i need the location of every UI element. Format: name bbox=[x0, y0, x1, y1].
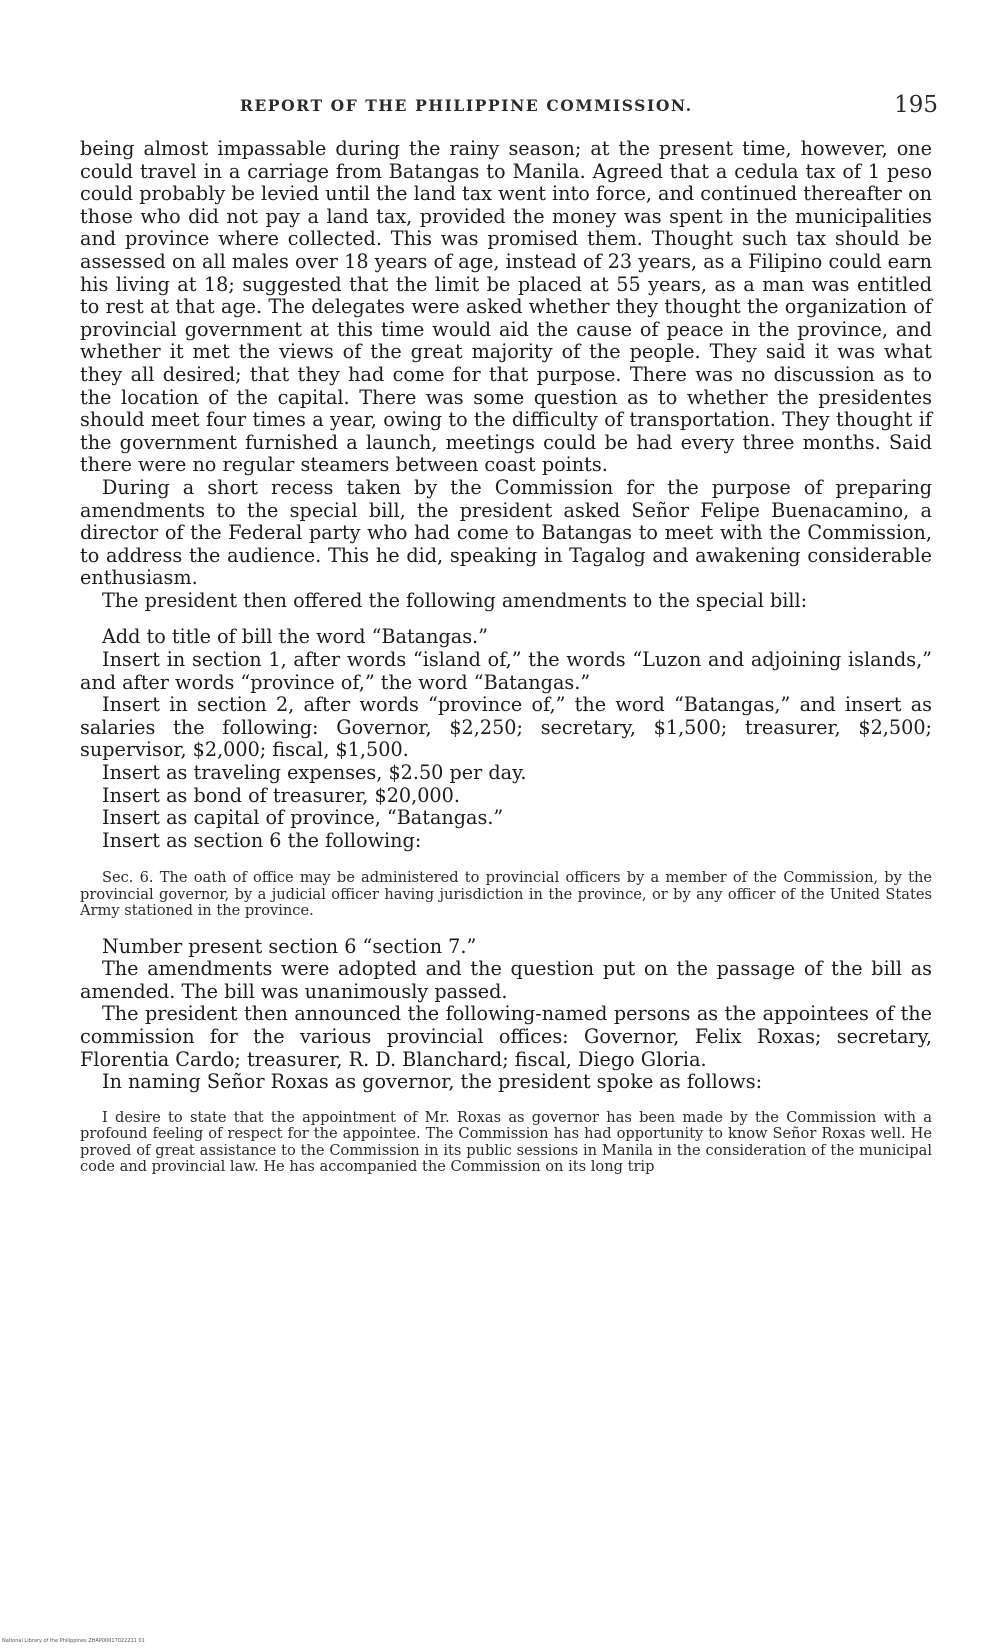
running-title: REPORT OF THE PHILIPPINE COMMISSION. bbox=[240, 96, 693, 115]
amendment-bond: Insert as bond of treasurer, $20,000. bbox=[102, 783, 460, 807]
paragraph-continued: being almost impassable during the rainy season; at the present time, however, one could travel in a carriage from Batangas to Manila. Agreed that a cedula tax of 1 peso could probably be levied until the land tax went into force, and continued thereafter on those who did not pay a land tax, provided the money was spent in the municipalities and province where collected. This was promised them. Thought such tax should be assessed on all males over 18 years of age, instead of 23 years, as a Filipino could earn his living at 18; suggested that the limit be placed at 55 years, as a man was entitled to rest at that age. The delegates were asked whether they thought the organization of provincial government at this time would aid the cause of peace in the province, and whether it met the views of the great majority of the people. They said it was what they all desired; that they had come for that purpose. There was no discussion as to the location of the capital. There was some question as to whether the presidentes should meet four times a year, owing to the difficulty of transportation. They thought if the government furnished a launch, meetings could be had every three months. Said there were no regular steamers between coast points. bbox=[80, 137, 932, 477]
amendment-section-1: Insert in section 1, after words “island of,” the words “Luzon and adjoining islands,” and after words “province of,” the word “Batangas.” bbox=[80, 648, 932, 694]
paragraph-appointees: The president then announced the following-named persons as the appointees of the commission for the various provincial offices: Governor, Felix Roxas; secretary, Florentia Cardo; treasurer, R. D. Blanchard; fiscal, Diego Gloria. bbox=[80, 1002, 932, 1071]
body-text bbox=[80, 138, 932, 1175]
amendment-traveling-expenses: Insert as traveling expenses, $2.50 per day. bbox=[102, 761, 527, 785]
paragraph-bill-passed: The amendments were adopted and the question put on the passage of the bill as amended. The bill was unanimously passed. bbox=[80, 957, 932, 1003]
amendment-section-2: Insert in section 2, after words “province of,” the word “Batangas,” and insert as salaries the following: Governor, $2,250; secretary, $1,500; treasurer, $2,500; supervisor, $2,000; fiscal, $1,500. bbox=[80, 693, 932, 762]
page-number: 195 bbox=[894, 92, 938, 118]
paragraph-recess: During a short recess taken by the Commission for the purpose of preparing amendments to the special bill, the president asked Señor Felipe Buenacamino, a director of the Federal party who had come to Batangas to meet with the Commission, to address the audience. This he did, speaking in Tagalog and awakening considerable enthusiasm. bbox=[80, 475, 932, 590]
amendment-title: Add to title of bill the word “Batangas.” bbox=[102, 625, 488, 649]
amendment-capital: Insert as capital of province, “Batangas.” bbox=[102, 806, 504, 830]
page-header bbox=[80, 92, 938, 122]
quoted-president-remarks: I desire to state that the appointment of Mr. Roxas as governor has been made by the Commission with a profound feeling of respect for the appointee. The Commission has had opportunity to know Señor Roxas well. He proved of great assistance to the Commission in its public sessions in Manila in the consideration of the municipal code and provincial law. He has accompanied the Commission on its long trip bbox=[80, 1108, 932, 1175]
paragraph-naming-roxas: In naming Señor Roxas as governor, the president spoke as follows: bbox=[102, 1070, 763, 1094]
amendment-section-6: Insert as section 6 the following: bbox=[102, 828, 422, 852]
quoted-section-6: Sec. 6. The oath of office may be administered to provincial officers by a member of the Commission, by the provincial governor, by a judicial officer having jurisdiction in the province, or by any officer of the United States Army stationed in the province. bbox=[80, 869, 932, 920]
amendment-renumber: Number present section 6 “section 7.” bbox=[102, 934, 477, 958]
paragraph-amendments-intro: The president then offered the following amendments to the special bill: bbox=[102, 588, 808, 612]
scan-credit: National Library of the Philippines ZHAP00017022211 01 bbox=[2, 1638, 145, 1644]
